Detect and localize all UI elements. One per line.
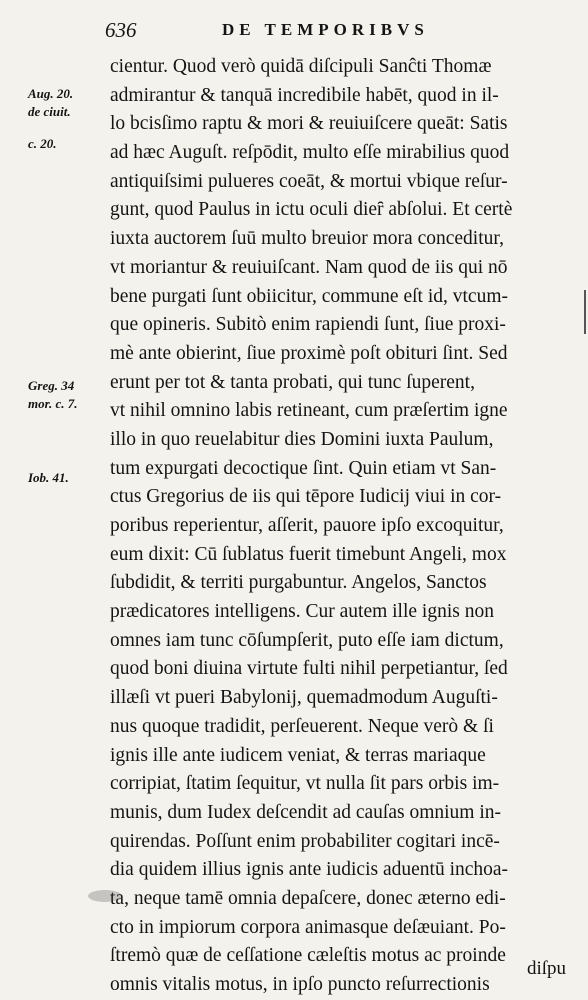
text-line: ctus Gregorius de iis qui tēpore Iudicij viui in cor- xyxy=(110,486,502,508)
text-line: antiquiſsimi pulueres coeāt, & mortui vbique reſur- xyxy=(110,170,508,192)
text-line: prædicatores intelligens. Cur autem ille ignis non xyxy=(110,601,494,623)
text-line: ſubdidit, & territi purgabuntur. Angelos, Sanctos xyxy=(110,572,487,594)
text-line: admirantur & tanquā incredibile habēt, quod in il- xyxy=(110,84,499,106)
text-line: cientur. Quod verò quidā diſcipuli Sanĉti Thomæ xyxy=(110,56,492,77)
text-line: corripiat, ſtatim ſequitur, vt nulla ſit pars orbis im- xyxy=(110,773,500,795)
text-line: eum dixit: Cū ſublatus fuerit timebunt Angeli, mox xyxy=(110,543,507,565)
margin-notes xyxy=(0,0,110,987)
text-line: vt moriantur & reuiuiſcant. Nam quod de iis qui nō xyxy=(110,256,508,278)
text-line: tum expurgati decoctique ſint. Quin etiam vt San- xyxy=(110,457,497,479)
ink-smudge xyxy=(88,890,122,902)
margin-note: mor. c. 7. xyxy=(28,396,78,411)
text-line: quod boni diuina virtute fulti nihil perpetiantur, ſed xyxy=(110,658,508,680)
text-line: iuxta auctorem ſuū multo breuior mora conceditur, xyxy=(110,228,504,250)
text-line: bene purgati ſunt obiicitur, commune eſt id, vtcum- xyxy=(110,285,508,307)
text-line: cto in impiorum corpora animasque deſæuiant. Po- xyxy=(110,916,506,938)
text-line: mè ante obierint, ſiue proximè poſt obituri ſint. Sed xyxy=(110,342,508,364)
body-text xyxy=(110,53,565,1000)
text-line: dia quidem illius ignis ante iudicis aduentū inchoa- xyxy=(110,859,509,881)
margin-note: Iob. 41. xyxy=(28,470,69,485)
page-edge-mark xyxy=(584,290,586,334)
text-line: nus quoque tradidit, perſeuerent. Neque verò & ſi xyxy=(110,715,494,737)
text-line: illæſi vt pueri Babylonij, quemadmodum Auguſti- xyxy=(110,687,498,709)
text-line: que opineris. Subitò enim rapiendi ſunt, ſiue proxi- xyxy=(110,314,506,336)
text-line: omnis vitalis motus, in ipſo puncto reſurrectionis xyxy=(110,974,490,995)
running-title: DE TEMPORIBVS xyxy=(222,20,429,39)
catchword: diſpu xyxy=(526,958,566,979)
margin-note: c. 20. xyxy=(28,136,57,151)
text-line: ad hæc Auguſt. reſpōdit, multo eſſe mirabilius quod xyxy=(110,142,510,164)
margin-note: de ciuit. xyxy=(28,104,71,119)
margin-note: Aug. 20. xyxy=(28,86,74,101)
text-line: poribus reperientur, aſſerit, pauore ipſo excoquitur, xyxy=(110,515,504,536)
margin-note: Greg. 34 xyxy=(28,378,75,393)
page-number: 636 xyxy=(105,18,137,42)
text-line: erunt per tot & tanta probati, qui tunc ſuperent, xyxy=(110,371,475,393)
text-line: vt nihil omnino labis retineant, cum præſertim igne xyxy=(110,400,508,422)
text-line: ignis ille ante iudicem veniat, & terras mariaque xyxy=(110,744,486,766)
text-line: ta, neque tamē omnia depaſcere, donec æterno edi- xyxy=(110,887,506,909)
text-line: munis, dum Iudex deſcendit ad cauſas omnium in- xyxy=(110,801,501,823)
text-line: omnes iam tunc cōſumpſerit, puto eſſe iam dictum, xyxy=(110,629,504,651)
text-line: lo bcisſimo raptu & mori & reuiuiſcere queāt: Satis xyxy=(110,113,508,135)
text-line: quirendas. Poſſunt enim probabiliter cogitari incē- xyxy=(110,830,500,852)
text-line: illo in quo reuelabitur dies Domini iuxta Paulum, xyxy=(110,428,494,450)
text-line: ſtremò quæ de ceſſatione cæleſtis motus ac proinde xyxy=(110,945,506,967)
text-line: gunt, quod Paulus in ictu oculi dieȓ abſolui. Et certè xyxy=(110,199,513,221)
